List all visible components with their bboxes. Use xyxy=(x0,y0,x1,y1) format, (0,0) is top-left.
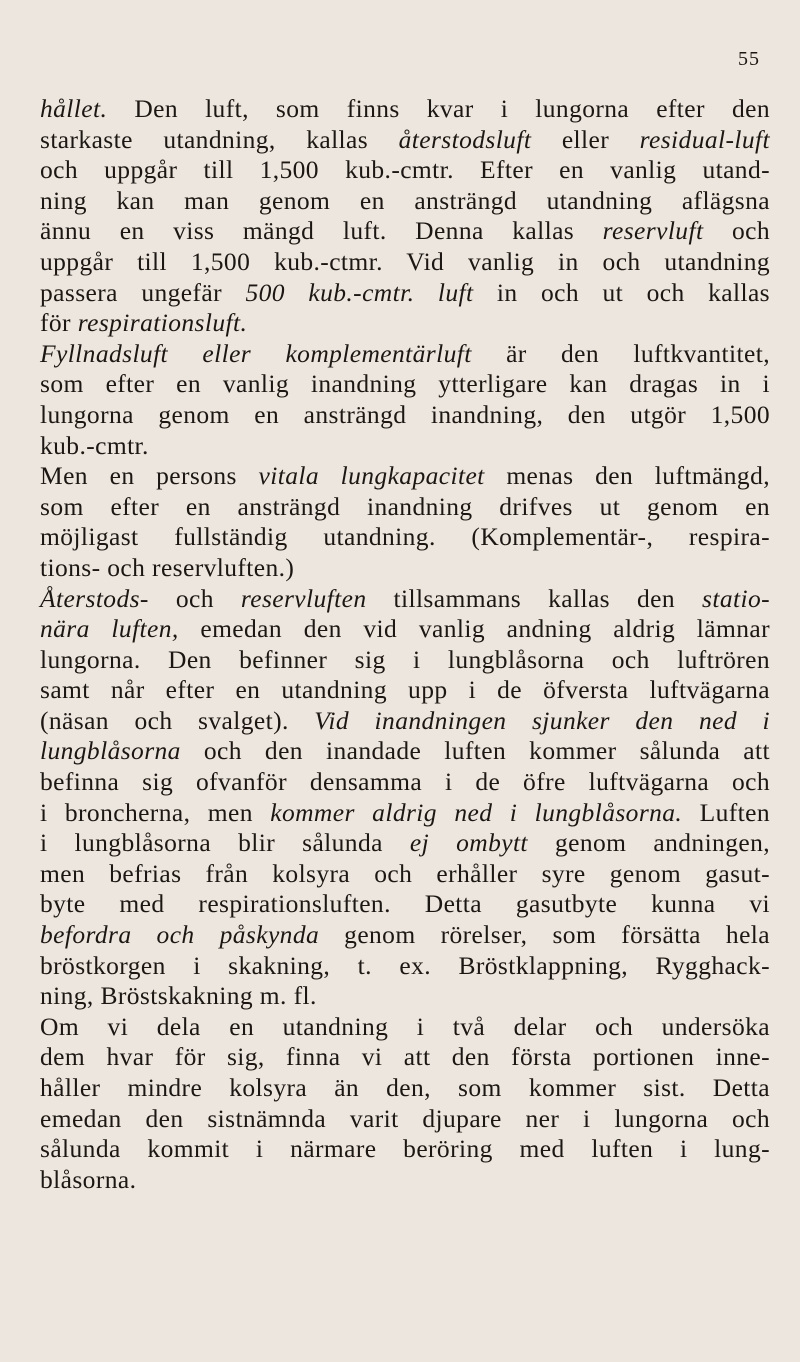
text-line xyxy=(40,1073,770,1104)
text-line xyxy=(40,1012,770,1043)
text-segment: emedan den vid vanlig andning aldrig lämnar xyxy=(178,614,770,644)
text-line xyxy=(40,155,770,186)
text-line xyxy=(40,920,770,951)
text-segment: in och ut och kallas xyxy=(473,277,770,307)
text-segment: lungorna genom en ansträngd inandning, den utgör 1,500 xyxy=(40,399,770,429)
text-line xyxy=(40,1134,770,1165)
text-segment: samt når efter en utandning upp i de öfversta luftvägarna xyxy=(40,675,770,705)
text-segment: dem hvar för sig, finna vi att den första portionen inne- xyxy=(40,1042,770,1072)
text-segment: för xyxy=(40,308,78,338)
text-segment: menas den luftmängd, xyxy=(484,461,770,491)
text-segment: ännu en viss mängd luft. Denna kallas xyxy=(40,216,603,246)
text-segment: Om vi dela en utandning i två delar och undersöka xyxy=(40,1011,770,1041)
text-line xyxy=(40,828,770,859)
text-segment: Luften xyxy=(682,797,770,827)
italic-term: lungblåsorna xyxy=(40,736,181,766)
text-line xyxy=(40,400,770,431)
text-segment: sålunda kommit i närmare beröring med luften i lung- xyxy=(40,1134,770,1164)
text-segment: genom rörelser, som försätta hela xyxy=(319,920,770,950)
text-line xyxy=(40,951,770,982)
text-segment: och xyxy=(703,216,770,246)
italic-term: 500 kub.-cmtr. luft xyxy=(245,277,474,307)
italic-term: nära luften, xyxy=(40,614,179,644)
text-line xyxy=(40,461,770,492)
italic-term: vitala lungkapacitet xyxy=(258,461,485,491)
text-segment: emedan den sistnämnda varit djupare ner i lungorna och xyxy=(40,1103,770,1133)
text-line xyxy=(40,492,770,523)
text-segment: befinna sig ofvanför densamma i de öfre luftvägarna och xyxy=(40,767,770,797)
italic-term: reservluft xyxy=(602,216,704,246)
text-segment: ning, Bröstskakning m. fl. xyxy=(40,981,317,1011)
text-segment: starkaste utandning, kallas xyxy=(40,124,399,154)
text-segment: Men en persons xyxy=(40,461,259,491)
text-line xyxy=(40,339,770,370)
text-segment: (näsan och svalget). xyxy=(40,705,315,735)
text-segment: tillsammans kallas den xyxy=(366,583,703,613)
text-line xyxy=(40,1104,770,1135)
text-line xyxy=(40,308,770,339)
italic-term: befordra och påskynda xyxy=(40,920,320,950)
text-segment: i broncherna, men xyxy=(40,797,271,827)
text-line xyxy=(40,889,770,920)
text-line xyxy=(40,186,770,217)
italic-term: statio- xyxy=(702,583,770,613)
text-line xyxy=(40,278,770,309)
text-segment: är den luftkvantitet, xyxy=(471,338,770,368)
italic-term: Återstods- xyxy=(40,583,149,613)
text-segment: blåsorna. xyxy=(40,1164,137,1194)
text-segment: som efter en ansträngd inandning drifves ut genom en xyxy=(40,491,770,521)
italic-term: ej ombytt xyxy=(409,828,528,858)
text-segment: bröstkorgen i skakning, t. ex. Bröstklappning, Rygghack- xyxy=(40,950,770,980)
text-line xyxy=(40,125,770,156)
text-line xyxy=(40,706,770,737)
italic-term: Vid inandningen sjunker den ned i xyxy=(314,705,770,735)
text-line xyxy=(40,369,770,400)
text-segment: och den inandade luften kommer sålunda att xyxy=(180,736,770,766)
text-line xyxy=(40,1042,770,1073)
text-line xyxy=(40,247,770,278)
text-line xyxy=(40,94,770,125)
text-line xyxy=(40,522,770,553)
text-line xyxy=(40,798,770,829)
italic-term: residual-luft xyxy=(639,124,770,154)
italic-term: kommer aldrig ned i lungblåsorna. xyxy=(270,797,683,827)
text-line xyxy=(40,431,770,462)
text-segment: och xyxy=(148,583,241,613)
text-segment: kub.-cmtr. xyxy=(40,430,149,460)
italic-term: respirationsluft. xyxy=(77,308,248,338)
italic-term: återstodsluft xyxy=(398,124,532,154)
text-segment: i lungblåsorna blir sålunda xyxy=(40,828,410,858)
text-segment: eller xyxy=(531,124,640,154)
italic-term: reservluften xyxy=(240,583,367,613)
text-segment: passera ungefär xyxy=(40,277,246,307)
text-segment: genom andningen, xyxy=(527,828,770,858)
text-line xyxy=(40,553,770,584)
text-line xyxy=(40,614,770,645)
page-number: 55 xyxy=(738,48,760,70)
text-line xyxy=(40,1165,770,1196)
text-line xyxy=(40,645,770,676)
text-segment: möjligast fullständig utandning. (Komplementär-, respira- xyxy=(40,522,770,552)
text-line xyxy=(40,767,770,798)
body-text xyxy=(40,94,770,1195)
text-segment: och uppgår till 1,500 kub.-cmtr. Efter en vanlig utand- xyxy=(40,155,770,185)
text-segment: uppgår till 1,500 kub.-ctmr. Vid vanlig in och utandning xyxy=(40,246,770,276)
text-segment: Den luft, som finns kvar i lungorna efter den xyxy=(107,94,770,123)
italic-term: Fyllnadsluft eller komplementärluft xyxy=(40,338,472,368)
text-segment: som efter en vanlig inandning ytterligare kan dragas in i xyxy=(40,369,770,399)
text-line xyxy=(40,675,770,706)
text-segment: lungorna. Den befinner sig i lungblåsorna och luftrören xyxy=(40,644,770,674)
text-segment: men befrias från kolsyra och erhåller syre genom gasut- xyxy=(40,858,770,888)
text-line xyxy=(40,981,770,1012)
text-segment: håller mindre kolsyra än den, som kommer sist. Detta xyxy=(40,1073,770,1102)
italic-term: hållet. xyxy=(40,94,108,123)
text-line xyxy=(40,216,770,247)
text-segment: ning kan man genom en ansträngd utandning aflägsna xyxy=(40,185,770,215)
text-segment: tions- och reservluften.) xyxy=(40,552,295,582)
text-segment: byte med respirationsluften. Detta gasutbyte kunna vi xyxy=(40,889,770,919)
text-line xyxy=(40,584,770,615)
text-line xyxy=(40,736,770,767)
text-line xyxy=(40,859,770,890)
